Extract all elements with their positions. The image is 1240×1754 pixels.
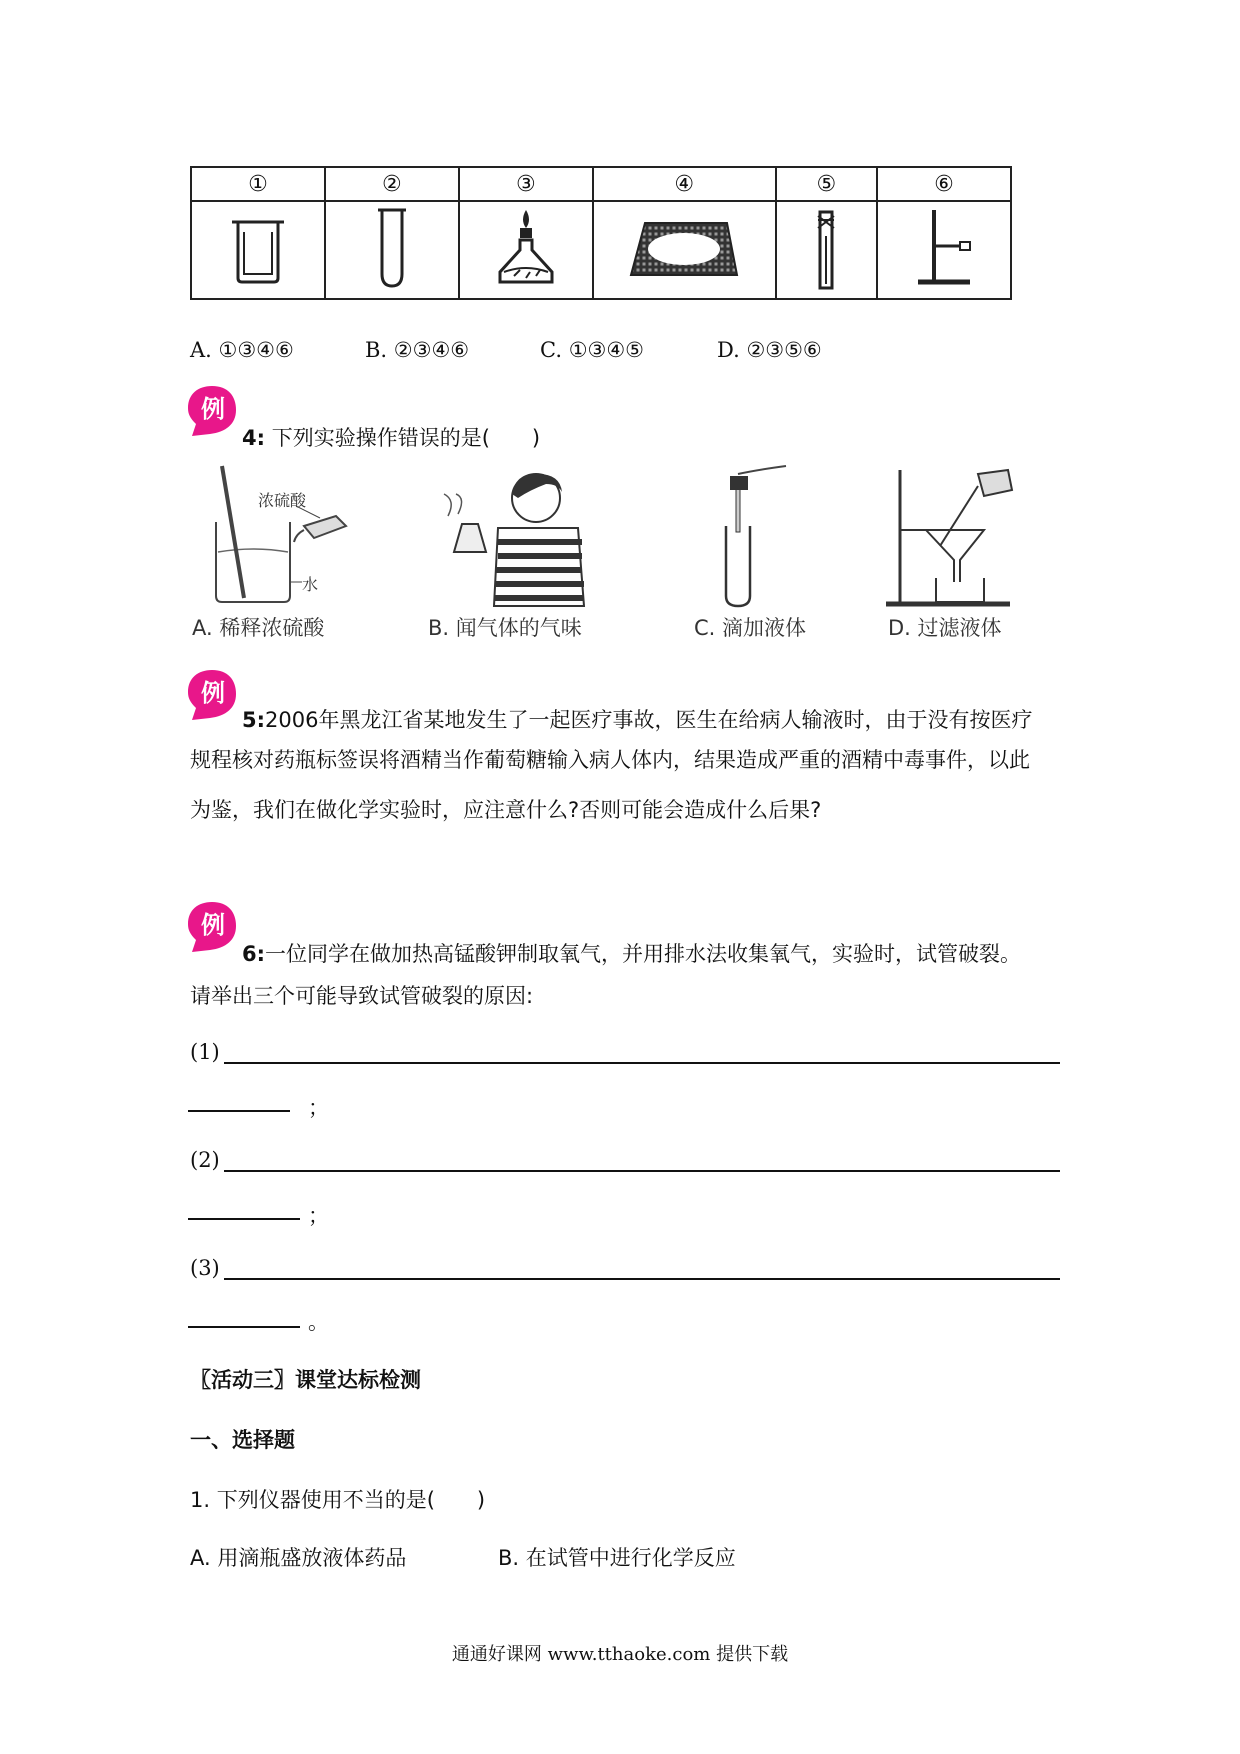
q3-option-a[interactable]: A. ①③④⑥ [190,338,294,362]
test-tube-icon [352,206,432,290]
apparatus-header-5: ⑤ [776,167,877,201]
apparatus-table [190,166,1012,300]
q4-number: 4: [242,426,266,450]
section-title: 一、选择题 [190,1428,295,1452]
apparatus-header-2: ② [325,167,459,201]
q6-blank-2-line[interactable] [224,1170,1060,1172]
example-badge-char: 例 [201,395,225,423]
apparatus-header-6: ⑥ [877,167,1011,201]
q5-line-3: 为鉴，我们在做化学实验时，应注意什么?否则可能会造成什么后果? [190,798,822,822]
q3-option-c[interactable]: C. ①③④⑤ [540,338,644,362]
q1-option-a[interactable]: A. 用滴瓶盛放液体药品 [190,1546,407,1570]
q5-line-2: 规程核对药瓶标签误将酒精当作葡萄糖输入病人体内，结果造成严重的酒精中毒事件，以此 [190,748,1030,772]
q6-blank-1-label: (1) [190,1040,220,1064]
q3-option-d[interactable]: D. ②③⑤⑥ [717,338,822,362]
q6-blank-1-end: ； [308,1096,329,1120]
q4-stem [242,422,540,452]
example-badge-char: 例 [201,911,225,939]
filter-liquid-illustration [880,462,1020,612]
q5-number: 5: [242,708,266,732]
q4-caption-b: B. 闻气体的气味 [428,616,582,640]
example-badge-char: 例 [201,679,225,707]
asbestos-gauze-icon [629,213,739,283]
q6-line-2: 请举出三个可能导致试管破裂的原因: [190,984,534,1008]
example-badge-icon [186,668,238,720]
q6-blank-1-line[interactable] [224,1062,1060,1064]
test-tube-drop-icon [726,526,750,606]
q6-blank-3-line[interactable] [224,1278,1060,1280]
example-badge-icon [186,384,238,436]
q4-caption-d: D. 过滤液体 [888,616,1002,640]
test-tube-holder-icon [796,206,856,290]
apparatus-header-3: ③ [459,167,593,201]
footer-text: 通通好课网 www.tthaoke.com 提供下载 [451,1644,789,1665]
q6-blank-2-line-continued[interactable] [188,1218,300,1220]
example-badge-icon [186,900,238,952]
q6-number: 6: [242,942,266,966]
smell-gas-illustration [418,468,590,608]
q3-option-b[interactable]: B. ②③④⑥ [365,338,470,362]
q6-blank-2-label: (2) [190,1148,220,1172]
apparatus-header-4: ④ [593,167,776,201]
dropper-tube-icon [736,490,740,532]
q6-blank-3-label: (3) [190,1256,220,1280]
q4-text: 下列实验操作错误的是( ) [271,426,541,450]
q6-line-1: 6:一位同学在做加热高锰酸钾制取氧气，并用排水法收集氧气，实验时，试管破裂。 [242,942,1022,966]
label-water: 水 [302,575,319,594]
q4-caption-a: A. 稀释浓硫酸 [192,616,325,640]
q6-blank-1-line-continued[interactable] [188,1110,290,1112]
q3-options [190,338,890,368]
q1-option-b[interactable]: B. 在试管中进行化学反应 [498,1546,736,1570]
alcohol-lamp-icon [486,206,566,290]
dilute-acid-illustration [196,464,356,606]
apparatus-header-1: ① [191,167,325,201]
iron-stand-icon [904,206,984,290]
q4-caption-c: C. 滴加液体 [694,616,807,640]
label-concentrated-acid: 浓硫酸 [258,491,307,510]
q5-line-1: 5:2006年黑龙江省某地发生了一起医疗事故，医生在给病人输液时，由于没有按医疗 [242,708,1033,732]
q6-blank-3-line-continued[interactable] [188,1326,300,1328]
hand-outline [738,466,786,474]
activity-title: 〖活动三〗课堂达标检测 [190,1368,421,1392]
q6-blank-2-end: ； [308,1204,329,1228]
q1-stem: 1. 下列仪器使用不当的是( ) [190,1488,486,1512]
q6-blank-3-end: 。 [308,1310,329,1334]
dropper-bulb-icon [730,476,748,490]
beaker-icon [218,208,298,288]
